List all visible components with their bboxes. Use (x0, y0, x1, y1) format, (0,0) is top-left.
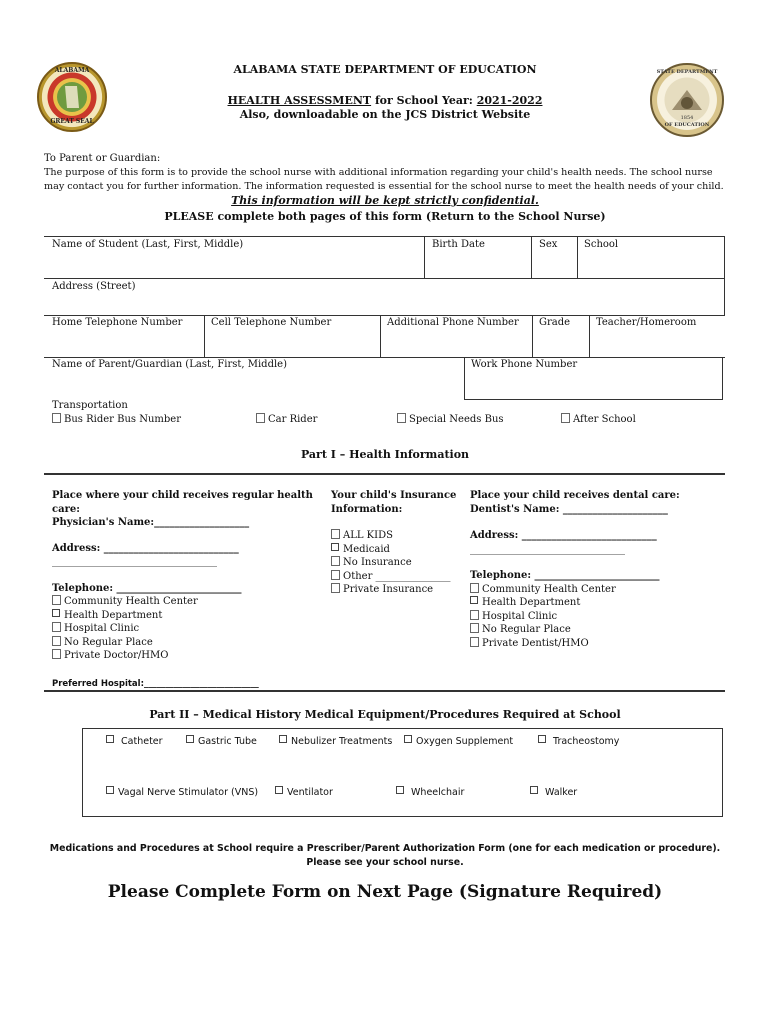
checkbox-icon[interactable] (470, 583, 479, 593)
checkbox-icon[interactable] (52, 413, 61, 423)
seal-bottom-text: GREAT SEAL (50, 118, 94, 125)
checkbox-icon[interactable] (52, 609, 60, 617)
checkbox-icon[interactable] (52, 622, 61, 632)
confidential-note: This information will be kept strictly confidential. (231, 194, 539, 207)
label-school: School (584, 239, 619, 250)
equip-tracheostomy[interactable]: Tracheostomy (538, 735, 619, 747)
label-teacher: Teacher/Homeroom (596, 317, 697, 328)
preferred-hospital-field[interactable]: Preferred Hospital:___________________________ (52, 679, 259, 689)
checkbox-icon[interactable] (561, 413, 570, 423)
medication-note-line-2: Please see your school nurse. (306, 857, 464, 868)
dental-health-department[interactable]: Health Department (470, 596, 720, 610)
insurance-none[interactable]: No Insurance (331, 556, 461, 570)
option-private-doctor[interactable]: Private Doctor/HMO (52, 649, 322, 663)
equip-oxygen[interactable]: Oxygen Supplement (404, 735, 513, 747)
department-title: ALABAMA STATE DEPARTMENT OF EDUCATION (233, 63, 537, 76)
greeting: To Parent or Guardian: (44, 153, 161, 164)
regular-care-telephone[interactable]: Telephone: _________________________ (52, 582, 242, 594)
checkbox-icon[interactable] (331, 529, 340, 539)
checkbox-icon[interactable] (470, 637, 479, 647)
label-home-phone: Home Telephone Number (52, 317, 183, 328)
label-birth-date: Birth Date (432, 239, 485, 250)
checkbox-icon[interactable] (396, 786, 404, 794)
part1-title: Part I – Health Information (300, 448, 470, 461)
checkbox-icon[interactable] (331, 583, 340, 593)
physician-name-field[interactable]: Physician's Name:___________________ (52, 517, 250, 528)
label-sex: Sex (539, 239, 558, 250)
checkbox-icon[interactable] (470, 596, 478, 604)
transport-bus-rider[interactable]: Bus Rider Bus Number (52, 413, 181, 425)
form-title: HEALTH ASSESSMENT (227, 94, 372, 107)
checkbox-icon[interactable] (186, 735, 194, 743)
checkbox-icon[interactable] (331, 556, 340, 566)
return-instruction: PLEASE complete both pages of this form (Return to the School Nurse) (164, 210, 606, 223)
next-page-note: Please Complete Form on Next Page (Signature Required) (107, 882, 663, 902)
equip-gastric-tube[interactable]: Gastric Tube (186, 735, 257, 747)
equip-nebulizer[interactable]: Nebulizer Treatments (279, 735, 392, 747)
checkbox-icon[interactable] (331, 543, 339, 551)
option-no-regular-place[interactable]: No Regular Place (52, 636, 322, 650)
insurance-all-kids[interactable]: ALL KIDS (331, 529, 461, 543)
seal-year: 1854 (680, 115, 694, 121)
equip-vns[interactable]: Vagal Nerve Stimulator (VNS) (106, 786, 258, 798)
insurance-column: Your child's Insurance Information: ALL KIDS Medicaid No Insurance Other _______________ Private Insurance (331, 489, 461, 597)
option-hospital-clinic[interactable]: Hospital Clinic (52, 622, 322, 636)
seal-top-text: ALABAMA (54, 67, 90, 74)
checkbox-icon[interactable] (52, 649, 61, 659)
option-health-department[interactable]: Health Department (52, 609, 322, 623)
transport-special-needs-bus[interactable]: Special Needs Bus (397, 413, 504, 425)
school-year: 2021-2022 (476, 94, 543, 107)
checkbox-icon[interactable] (538, 735, 546, 743)
checkbox-icon[interactable] (52, 636, 61, 646)
dental-no-regular-place[interactable]: No Regular Place (470, 623, 720, 637)
equip-ventilator[interactable]: Ventilator (275, 786, 333, 798)
label-cell-phone: Cell Telephone Number (211, 317, 332, 328)
school-year-label: for School Year: (374, 94, 473, 107)
checkbox-icon[interactable] (331, 570, 340, 580)
label-address-street: Address (Street) (52, 281, 136, 292)
dental-private-dentist[interactable]: Private Dentist/HMO (470, 637, 720, 651)
dental-hospital-clinic[interactable]: Hospital Clinic (470, 610, 720, 624)
part2-title: Part II – Medical History Medical Equipment/Procedures Required at School (149, 708, 621, 721)
checkbox-icon[interactable] (52, 595, 61, 605)
checkbox-icon[interactable] (106, 786, 114, 794)
equipment-box (82, 728, 723, 817)
label-parent-name: Name of Parent/Guardian (Last, First, Middle) (52, 359, 288, 370)
insurance-other[interactable]: Other _______________ (331, 570, 461, 584)
form-title-line (0, 94, 770, 107)
checkbox-icon[interactable] (470, 623, 479, 633)
seal-top-text: STATE DEPARTMENT (656, 69, 718, 75)
dental-address[interactable]: Address: ___________________________ (470, 530, 657, 541)
option-community-health-center[interactable]: Community Health Center (52, 595, 322, 609)
medication-note-line-1: Medications and Procedures at School require a Prescriber/Parent Authorization Form (one for each medication or procedure). (49, 843, 721, 854)
equip-walker[interactable]: Walker (530, 786, 577, 798)
regular-care-column: Place where your child receives regular health care: Physician's Name:___________________ Address: ___________________________ _________________________________ Telephone: _________________________ Community Health Center Health Department Hospital Clinic No Regular Place Private Doctor/HMO (52, 489, 322, 663)
dental-care-column: Place your child receives dental care: Dentist's Name: _____________________ Address: ___________________________ _______________________________ Telephone: _________________________ Community Health Center Health Department Hospital Clinic No Regular Place Private Dentist/HMO (470, 489, 720, 650)
download-note: Also, downloadable on the JCS District Website (239, 108, 531, 121)
label-additional-phone: Additional Phone Number (387, 317, 519, 328)
label-student-name: Name of Student (Last, First, Middle) (52, 239, 244, 250)
transport-after-school[interactable]: After School (561, 413, 636, 425)
equip-catheter[interactable]: Catheter (106, 735, 163, 747)
dental-telephone[interactable]: Telephone: _________________________ (470, 570, 660, 581)
label-work-phone: Work Phone Number (471, 359, 578, 370)
checkbox-icon[interactable] (275, 786, 283, 794)
insurance-private[interactable]: Private Insurance (331, 583, 461, 597)
checkbox-icon[interactable] (256, 413, 265, 423)
insurance-medicaid[interactable]: Medicaid (331, 543, 461, 557)
checkbox-icon[interactable] (106, 735, 114, 743)
regular-care-address[interactable]: Address: ___________________________ (52, 542, 239, 554)
checkbox-icon[interactable] (470, 610, 479, 620)
seal-bottom-text: OF EDUCATION (664, 122, 710, 128)
checkbox-icon[interactable] (404, 735, 412, 743)
intro-line-1: The purpose of this form is to provide the school nurse with additional information regarding your child's health needs. The school nurse (44, 167, 713, 178)
equip-wheelchair[interactable]: Wheelchair (396, 786, 464, 798)
checkbox-icon[interactable] (530, 786, 538, 794)
dentist-name-field[interactable]: Dentist's Name: _____________________ (470, 503, 668, 515)
transport-car-rider[interactable]: Car Rider (256, 413, 317, 425)
checkbox-icon[interactable] (279, 735, 287, 743)
dental-community-health-center[interactable]: Community Health Center (470, 583, 720, 597)
checkbox-icon[interactable] (397, 413, 406, 423)
label-grade: Grade (539, 317, 571, 328)
label-transportation: Transportation (52, 400, 128, 411)
intro-line-2: may contact you for further information. The information requested is essential for the school nurse to meet the health needs of your child. (44, 181, 724, 192)
